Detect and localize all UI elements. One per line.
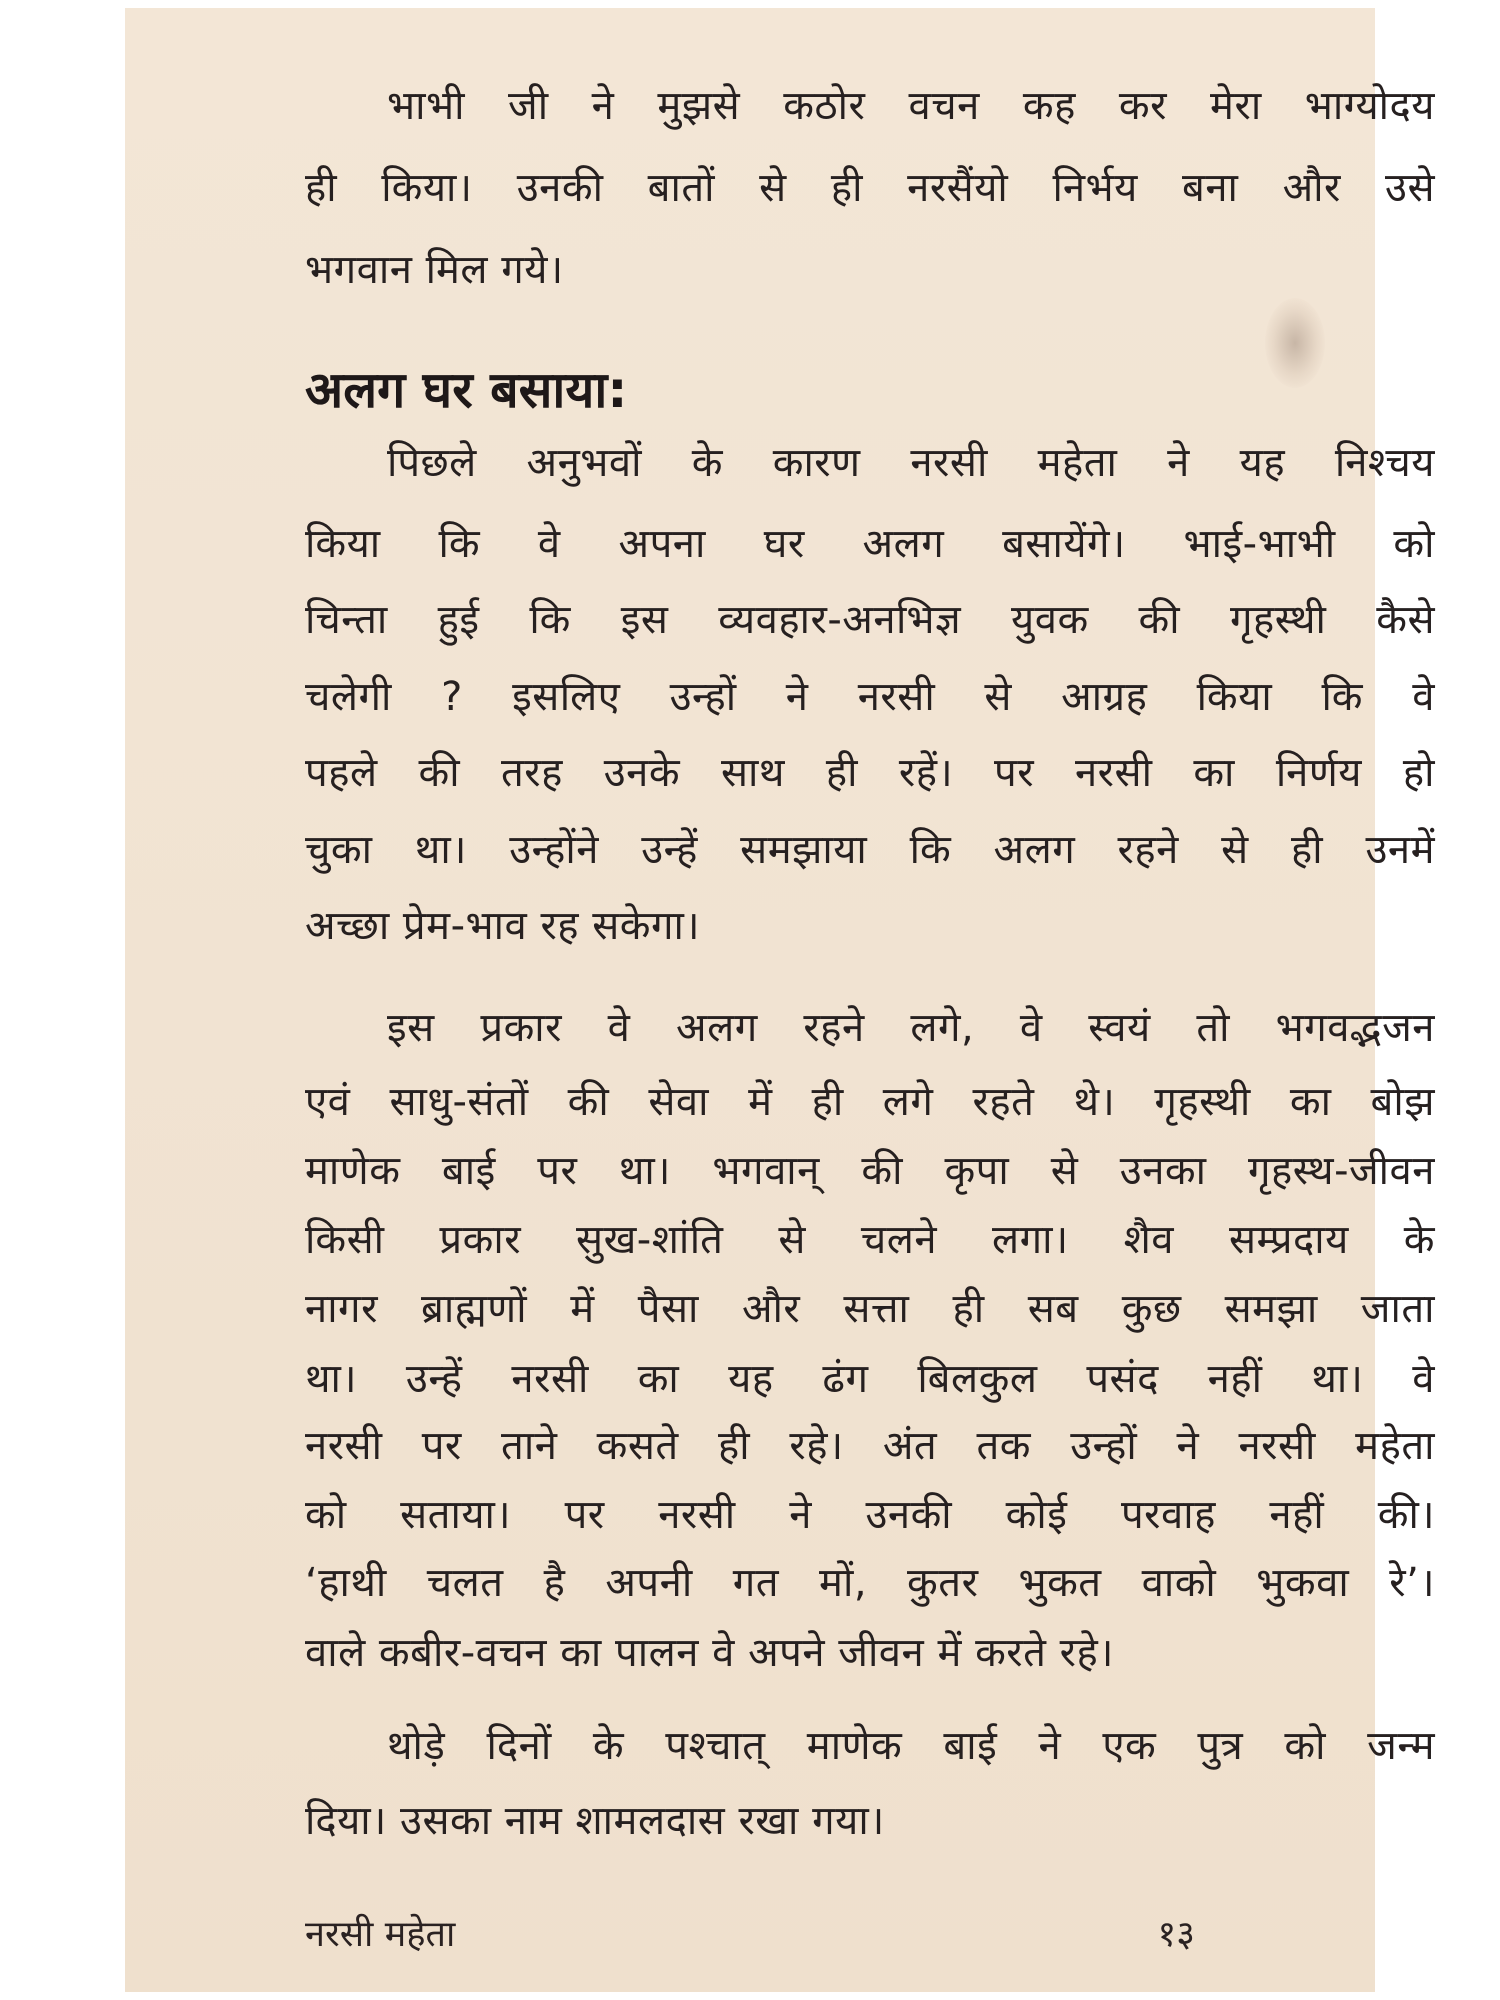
text-line: नरसी पर ताने कसते ही रहे। अंत तक उन्हों ने नरसी महेता bbox=[305, 1423, 1435, 1469]
section-heading: अलग घर बसाया: bbox=[305, 361, 628, 419]
book-page bbox=[125, 8, 1435, 1992]
text-line: दिया। उसका नाम शामलदास रखा गया। bbox=[305, 1798, 885, 1844]
text-line: इस प्रकार वे अलग रहने लगे, वे स्वयं तो भगवद्भजन bbox=[387, 1005, 1435, 1051]
text-line: किया कि वे अपना घर अलग बसायेंगे। भाई-भाभी को bbox=[305, 521, 1435, 567]
text-line: वाले कबीर-वचन का पालन वे अपने जीवन में करते रहे। bbox=[305, 1630, 1114, 1676]
text-line: एवं साधु-संतों की सेवा में ही लगे रहते थे। गृहस्थी का बोझ bbox=[305, 1079, 1435, 1125]
text-line: ही किया। उनकी बातों से ही नरसैंयो निर्भय बना और उसे bbox=[305, 165, 1435, 211]
text-line: चलेगी ? इसलिए उन्हों ने नरसी से आग्रह किया कि वे bbox=[305, 674, 1435, 720]
text-line: ‘हाथी चलत है अपनी गत मों, कुतर भुकत वाको भुकवा रे’। bbox=[305, 1560, 1435, 1606]
text-line: पिछले अनुभवों के कारण नरसी महेता ने यह निश्चय bbox=[387, 440, 1435, 486]
text-line: अच्छा प्रेम-भाव रह सकेगा। bbox=[305, 903, 701, 949]
text-line: किसी प्रकार सुख-शांति से चलने लगा। शैव सम्प्रदाय के bbox=[305, 1217, 1435, 1263]
running-footer-title: नरसी महेता bbox=[305, 1914, 456, 1955]
text-line: भगवान मिल गये। bbox=[305, 247, 564, 293]
text-line: नागर ब्राह्मणों में पैसा और सत्ता ही सब कुछ समझा जाता bbox=[305, 1286, 1435, 1332]
text-line: को सताया। पर नरसी ने उनकी कोई परवाह नहीं की। bbox=[305, 1492, 1435, 1538]
text-line: पहले की तरह उनके साथ ही रहें। पर नरसी का निर्णय हो bbox=[305, 750, 1435, 796]
page-number: १३ bbox=[1157, 1914, 1195, 1955]
text-line: था। उन्हें नरसी का यह ढंग बिलकुल पसंद नहीं था। वे bbox=[305, 1356, 1435, 1402]
text-line: माणेक बाई पर था। भगवान् की कृपा से उनका गृहस्थ-जीवन bbox=[305, 1148, 1435, 1194]
text-line: थोड़े दिनों के पश्चात् माणेक बाई ने एक पुत्र को जन्म bbox=[387, 1723, 1435, 1769]
paper-stain bbox=[1265, 298, 1325, 388]
text-line: भाभी जी ने मुझसे कठोर वचन कह कर मेरा भाग्योदय bbox=[387, 83, 1435, 129]
text-line: चिन्ता हुई कि इस व्यवहार-अनभिज्ञ युवक की गृहस्थी कैसे bbox=[305, 597, 1435, 643]
text-line: चुका था। उन्होंने उन्हें समझाया कि अलग रहने से ही उनमें bbox=[305, 827, 1435, 873]
